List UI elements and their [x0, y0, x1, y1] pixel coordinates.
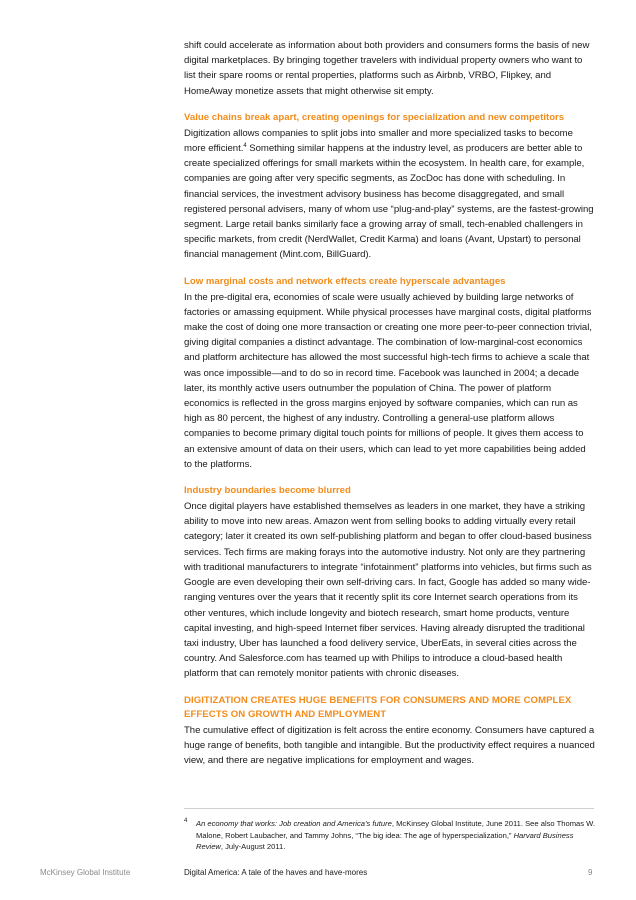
- page-number: 9: [588, 868, 593, 877]
- value-chains-paragraph: [184, 126, 596, 263]
- section-heading-industry-boundaries: Industry boundaries become blurred: [184, 485, 351, 497]
- footnote-journal: Harvard Business Review: [196, 830, 574, 851]
- footer-publisher: McKinsey Global Institute: [40, 868, 131, 877]
- marginal-costs-paragraph: In the pre-digital era, economies of scale were usually achieved by building large networks of factories or amassing equipment. While physical processes have marginal costs, digital platforms make the cost of doing one more transaction or creating one more peer-to-peer connection trivial, giving digital companies a distinct advantage. The combination of low-marginal-cost economics and platform architecture has allowed the most successful high-tech firms to achieve a scale that was once impossible—and to do so in record time. Facebook was launched in 2004; a decade later, its monthly active users outnumber the population of China. The power of platform economics is reflected in the gross margins enjoyed by software companies, which can run as high as 80 percent, the highest of any industry. Controlling a general-use platform allows companies to become primary digital touch points for millions of people. It gives them access to an extensive amount of data on their users, which can lead to yet more capabilities being added to the platforms.: [184, 291, 592, 470]
- intro-paragraph: shift could accelerate as information about both providers and consumers forms the basis of new digital marketplaces. By bringing together travelers with individual property owners who want to list their spare rooms or rental properties, platforms such as Airbnb, VRBO, Flipkey, and HomeAway monetize assets that might otherwise sit empty.: [184, 40, 590, 97]
- footnote-text-2: , July-August 2011.: [220, 842, 286, 851]
- main-column: [184, 38, 596, 780]
- section-heading-value-chains: Value chains break apart, creating openings for specialization and new competitors: [184, 111, 565, 123]
- footnote-report-title: An economy that works: Job creation and America’s future: [196, 819, 392, 828]
- value-chains-text-2: Something similar happens at the industry level, as producers are better able to create specialized offerings for small markets within the ecosystem. In health care, for example, companies are going after very specific segments, as ZocDoc has done with scheduling. In financial services, the investment advisory business has become disaggregated, and small registered personal advisers, many of whom use “plug-and-play” systems, are the fastest-growing segment. Large retail banks similarly face a growing array of small, tech-enabled challengers in specific markets, from credit (NerdWallet, Credit Karma) and loans (Avant, Upstart) to personal financial management (Mint.com, BillGuard).: [184, 143, 594, 261]
- footnote: [184, 818, 596, 853]
- footnote-text-1: , McKinsey Global Institute, June 2011. See also Thomas W. Malone, Robert Laubacher, and Tammy Johns, “The big idea: The age of hyperspecialization,”: [196, 819, 596, 840]
- footnote-reference: 4: [243, 142, 247, 149]
- footer-report-title: Digital America: A tale of the haves and have-mores: [184, 868, 368, 877]
- footnote-number: 4: [184, 818, 188, 824]
- section-heading-benefits: DIGITIZATION CREATES HUGE BENEFITS FOR CONSUMERS AND MORE COMPLEX EFFECTS ON GROWTH AND EMPLOYMENT: [184, 694, 572, 720]
- section-heading-marginal-costs: Low marginal costs and network effects create hyperscale advantages: [184, 275, 506, 287]
- footnote-body: [196, 818, 596, 853]
- benefits-paragraph: The cumulative effect of digitization is felt across the entire economy. Consumers have captured a huge range of benefits, both tangible and intangible. But the productivity effect requires a nuanced view, and there are negative implications for employment and wages.: [184, 724, 595, 766]
- footnote-divider: [184, 808, 594, 809]
- industry-boundaries-paragraph: Once digital players have established themselves as leaders in one market, they have a striking ability to move into new areas. Amazon went from selling books to adding virtually every retail category; later it created its own self-publishing platform and began to offer cloud-based business services. Tech firms are making forays into the automotive industry. Not only are they partnering with traditional manufacturers to integrate “infotainment” platforms into vehicles, but firms such as Google are even developing their own self-driving cars. In fact, Google has added so many wide-ranging ventures over the years that it recently split its core Internet search operations from its other ventures, which include longevity and biotech research, smart home products, venture capital investing, and high-speed Internet fiber services. Having already disrupted the traditional taxi industry, Uber has launched a food delivery service, UberEats, in several cities across the country. And Salesforce.com has teamed up with Philips to introduce a cloud-based health platform that can remotely monitor patients with chronic diseases.: [184, 501, 592, 680]
- value-chains-text-1: Digitization allows companies to split jobs into smaller and more specialized tasks to become more efficient.: [184, 127, 573, 155]
